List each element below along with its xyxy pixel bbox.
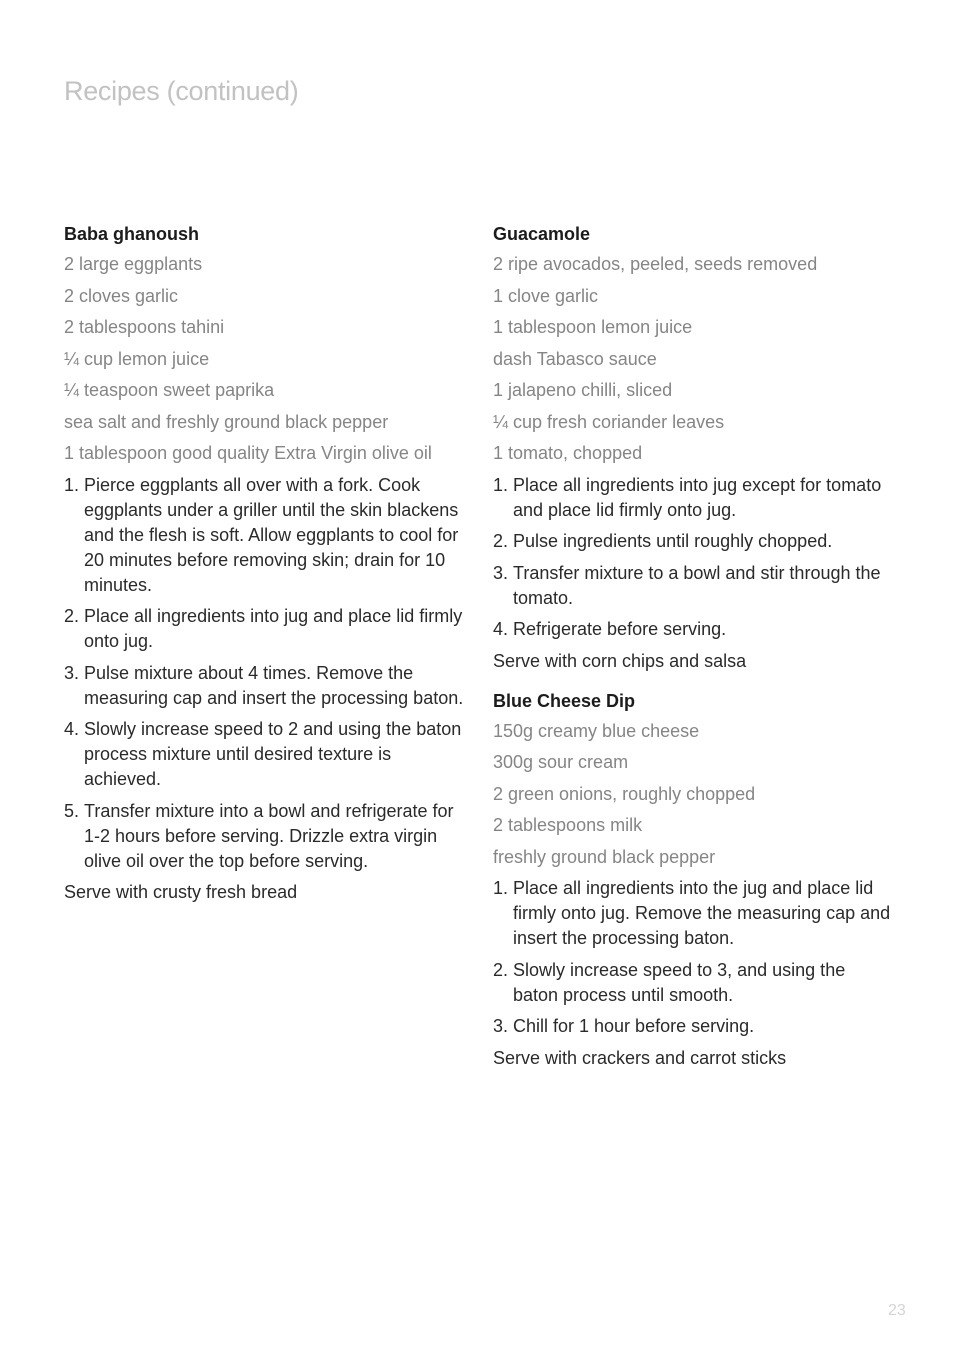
ingredient-item: sea salt and freshly ground black pepper xyxy=(64,411,389,432)
ingredient-item: 1 tomato, chopped xyxy=(493,443,643,463)
step-number: 1. xyxy=(493,474,509,495)
ingredient-list xyxy=(493,719,893,870)
method-steps xyxy=(493,876,893,1039)
page-title: Recipes (continued) xyxy=(64,76,299,107)
method-steps xyxy=(64,473,464,874)
method-step xyxy=(493,1014,893,1039)
ingredient-item: ¼ cup fresh coriander leaves xyxy=(493,411,725,432)
ingredient-item: freshly ground black pepper xyxy=(493,846,716,867)
recipe-baba-ghanoush xyxy=(64,221,464,905)
method-step xyxy=(493,561,893,611)
step-text: Pulse mixture about 4 times. Remove the measuring cap and insert the processing baton. xyxy=(84,662,464,708)
step-number: 3. xyxy=(493,562,509,583)
step-text: Slowly increase speed to 3, and using the baton process until smooth. xyxy=(513,959,846,1005)
step-number: 2. xyxy=(64,606,80,626)
step-number: 1. xyxy=(64,474,80,495)
ingredient-item: 2 tablespoons tahini xyxy=(64,317,225,337)
method-step xyxy=(493,473,893,523)
step-number: 4. xyxy=(493,619,509,639)
ingredient-item: 2 tablespoons milk xyxy=(493,815,643,835)
method-step xyxy=(64,661,464,711)
step-text: Place all ingredients into jug and place lid firmly onto jug. xyxy=(84,606,463,651)
step-number: 3. xyxy=(493,1016,509,1036)
step-text: Slowly increase speed to 2 and using the baton process mixture until desired texture is achieved. xyxy=(84,719,462,789)
ingredient-item: 300g sour cream xyxy=(493,752,629,772)
serving-suggestion: Serve with crackers and carrot sticks xyxy=(493,1047,787,1068)
ingredient-item: 1 jalapeno chilli, sliced xyxy=(493,380,673,400)
recipe-blue-cheese-dip xyxy=(493,688,893,1071)
step-text: Transfer mixture into a bowl and refrigerate for 1-2 hours before serving. Drizzle extra virgin olive oil over the top before serving. xyxy=(84,800,454,871)
method-step xyxy=(493,529,893,554)
ingredient-item: dash Tabasco sauce xyxy=(493,348,657,369)
ingredient-item: 2 cloves garlic xyxy=(64,285,179,306)
ingredient-item: ¼ cup lemon juice xyxy=(64,348,210,369)
recipe-title: Blue Cheese Dip xyxy=(493,690,636,711)
step-number: 5. xyxy=(64,800,80,821)
ingredient-list xyxy=(493,252,893,466)
method-step xyxy=(64,604,464,654)
step-number: 1. xyxy=(493,878,509,898)
right-column xyxy=(493,221,893,1071)
left-column xyxy=(64,221,464,905)
ingredient-item: 2 ripe avocados, peeled, seeds removed xyxy=(493,254,818,274)
step-text: Pierce eggplants all over with a fork. Cook eggplants under a griller until the skin blackens and the flesh is soft. Allow eggplants to cool for 20 minutes before removing skin; drain for 10 minutes. xyxy=(84,474,459,595)
ingredient-item: 150g creamy blue cheese xyxy=(493,720,700,741)
method-step xyxy=(493,876,893,951)
ingredient-item: 1 clove garlic xyxy=(493,285,599,306)
method-steps xyxy=(493,473,893,643)
step-number: 4. xyxy=(64,719,80,739)
step-number: 2. xyxy=(493,531,509,551)
step-text: Place all ingredients into jug except for tomato and place lid firmly onto jug. xyxy=(513,474,882,520)
ingredient-list xyxy=(64,252,464,466)
recipe-guacamole xyxy=(493,221,893,674)
method-step xyxy=(64,473,464,598)
ingredient-item: 1 tablespoon good quality Extra Virgin olive oil xyxy=(64,443,432,463)
method-step xyxy=(493,617,893,642)
step-number: 3. xyxy=(64,662,80,683)
step-text: Pulse ingredients until roughly chopped. xyxy=(513,531,833,551)
recipe-title: Guacamole xyxy=(493,224,591,244)
ingredient-item: 1 tablespoon lemon juice xyxy=(493,317,693,337)
step-number: 2. xyxy=(493,959,509,980)
step-text: Place all ingredients into the jug and place lid firmly onto jug. Remove the measuring cap and insert the processing baton. xyxy=(513,878,891,948)
ingredient-item: 2 green onions, roughly chopped xyxy=(493,783,756,804)
method-step xyxy=(493,958,893,1008)
method-step xyxy=(64,717,464,792)
serving-suggestion: Serve with corn chips and salsa xyxy=(493,650,747,671)
recipe-title: Baba ghanoush xyxy=(64,224,200,244)
ingredient-item: ¼ teaspoon sweet paprika xyxy=(64,380,275,400)
ingredient-item: 2 large eggplants xyxy=(64,254,203,274)
method-step xyxy=(64,799,464,874)
step-text: Chill for 1 hour before serving. xyxy=(513,1016,755,1036)
serving-suggestion: Serve with crusty fresh bread xyxy=(64,882,298,902)
step-text: Transfer mixture to a bowl and stir through the tomato. xyxy=(513,562,881,608)
page-number: 23 xyxy=(888,1302,906,1319)
step-text: Refrigerate before serving. xyxy=(513,619,727,639)
